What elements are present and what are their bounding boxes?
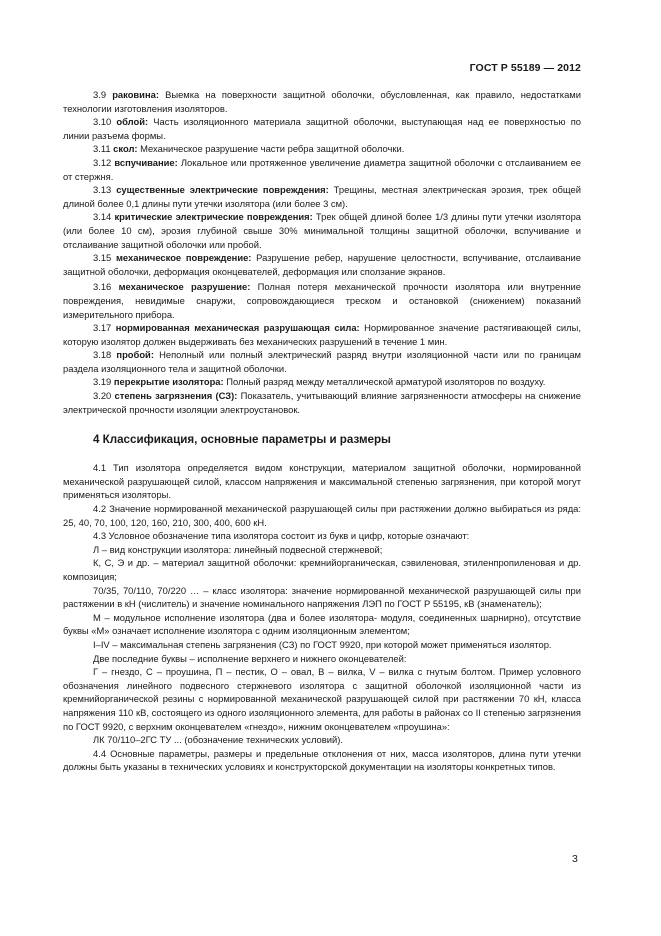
definition-item	[63, 251, 581, 278]
definition-term: механическое разрушение:	[118, 281, 251, 293]
page-number: 3	[572, 853, 578, 865]
definition-item	[63, 348, 581, 375]
definition-item	[63, 142, 581, 156]
definition-text: Полный разряд между металлической арматурой изоляторов по воздуху.	[223, 376, 546, 388]
body-paragraph: Две последние буквы – исполнение верхнего и нижнего оконцевателей:	[93, 652, 407, 664]
definition-item	[63, 183, 581, 210]
definition-text: Локальное или протяженное увеличение диаметра защитной оболочки с отслаиванием ее от стержня.	[63, 156, 581, 182]
definition-text: Неполный или полный электрический разряд внутри изоляционной части или по границам раздела изоляционного тела и защитной оболочки.	[63, 349, 581, 374]
definition-text: Нормированное значение растягивающей силы, которую изолятор должен выдерживать без механических разрушений в течение 1 мин.	[63, 322, 581, 347]
definition-term: облой:	[116, 116, 149, 128]
definition-term: нормированная механическая разрушающая сила:	[115, 322, 360, 334]
body-paragraph: ЛК 70/110–2ГС ТУ ... (обозначение технических условий).	[93, 734, 343, 746]
section-3-definitions	[63, 88, 581, 416]
definition-term: пробой:	[116, 349, 154, 361]
definition-item	[63, 115, 581, 142]
definition-number: 3.10	[93, 116, 112, 128]
definition-term: механическое повреждение:	[116, 252, 252, 264]
definition-term: критические электрические повреждения:	[114, 211, 313, 223]
definition-text: Полная потеря механической прочности изолятора или внутренние повреждения, невидимые снаружи, сопровождающиеся треском и остановкой (снижением) показаний измерительного прибора.	[63, 281, 581, 320]
definition-item	[63, 156, 581, 183]
body-paragraph: 70/35, 70/110, 70/220 … – класс изолятора: значение нормированной механической разрушающей силы при растяжении в кН (числитель) и значение номинального напряжения ЛЭП по ГОСТ Р 55195, кВ (знаменатель);	[63, 584, 581, 610]
definition-number: 3.11	[93, 143, 111, 155]
section-4-heading: 4 Классификация, основные параметры и размеры	[93, 433, 391, 447]
definition-term: перекрытие изолятора:	[113, 376, 224, 388]
definition-item	[63, 210, 581, 251]
definition-number: 3.14	[93, 211, 112, 223]
section-4-body	[63, 461, 581, 774]
definition-item	[63, 88, 581, 115]
definition-number: 3.12	[93, 156, 112, 168]
definition-text: Выемка на поверхности защитной оболочки, обусловленная, как правило, недостатками технологии изготовления изоляторов.	[63, 89, 581, 114]
definition-number: 3.18	[93, 349, 112, 361]
definition-number: 3.19	[93, 376, 112, 388]
body-paragraph: I–IV – максимальная степень загрязнения (СЗ) по ГОСТ 9920, при которой может применяться изолятор.	[93, 638, 552, 650]
definition-text: Трек общей длиной более 1/3 длины пути утечки изолятора (или более 10 см), эрозия глубиной свыше 30% минимальной толщины защитной оболочки, вспучивание и отслаивание защитной оболочки или пробой.	[63, 211, 582, 250]
definition-text: Разрушение ребер, нарушение целостности, вспучивание, отслаивание защитной оболочки, деформация оконцевателей, деформация или сползание экранов.	[63, 252, 581, 277]
definition-number: 3.9	[93, 89, 107, 100]
definition-text: Трещины, местная электрическая эрозия, трек общей длиной более 0,1 длины пути утечки изолятора (или более 3 см).	[63, 184, 581, 209]
document-header: ГОСТ Р 55189 — 2012	[469, 62, 581, 74]
body-paragraph: Л – вид конструкции изолятора: линейный подвесной стержневой;	[93, 543, 383, 555]
body-paragraph: М – модульное исполнение изолятора (два и более изолятора- модуля, соединенных шарнирно), отсутствие буквы «М» означает исполнение изолятора с одним изоляционным элементом;	[63, 611, 581, 637]
page-content	[63, 88, 581, 774]
definition-number: 3.13	[93, 184, 112, 196]
definition-number: 3.20	[93, 390, 112, 402]
definition-term: степень загрязнения (СЗ):	[114, 390, 238, 402]
body-paragraph: 4.3 Условное обозначение типа изолятора состоит из букв и цифр, которые означают:	[93, 530, 470, 542]
definition-text: Механическое разрушение части ребра защитной оболочки.	[137, 143, 405, 155]
body-paragraph: К, С, Э и др. – материал защитной оболочки: кремнийорганическая, сэвиленовая, этиленпропиленовая и др. композиция;	[63, 557, 581, 582]
definition-term: раковина:	[112, 89, 159, 100]
definition-term: вспучивание:	[114, 156, 178, 168]
definition-number: 3.15	[93, 252, 112, 264]
body-paragraph: Г – гнездо, С – проушина, П – пестик, О – овал, В – вилка, V – вилка с гнутым болтом. Пример условного обозначения линейного подвесного стержневого изолятора с защитной оболочкой изоляционной части из кремнийорганической резины с нормированной механической разрушающей силой при растяжении 70 кН, класса напряжения 110 кВ, состоящего из одного изоляционного элемента, для работы в районах со II степенью загрязнения по ГОСТ 9920, с верхним оконцевателем «гнездо», нижним оконцевателем «проушина»:	[63, 666, 581, 732]
definition-item	[63, 321, 581, 348]
body-paragraph: 4.1 Тип изолятора определяется видом конструкции, материалом защитной оболочки, нормированной механической разрушающей силой, классом напряжения и максимальной степенью загрязнения, при которой могут применяться изоляторы.	[63, 462, 581, 501]
definition-number: 3.17	[93, 322, 112, 334]
definition-term: существенные электрические повреждения:	[116, 184, 329, 196]
body-paragraph: 4.2 Значение нормированной механической разрушающей силы при растяжении должно выбираться из ряда: 25, 40, 70, 100, 120, 160, 210, 300, 400, 600 кН.	[63, 503, 581, 528]
body-paragraph: 4.4 Основные параметры, размеры и предельные отклонения от них, масса изоляторов, длина пути утечки должны быть указаны в технических условиях и конструкторской документации на изоляторы конкретных типов.	[63, 747, 581, 773]
definition-term: скол:	[113, 143, 138, 155]
definition-number: 3.16	[93, 281, 112, 293]
definition-text: Показатель, учитывающий влияние загрязненности атмосферы на снижение электрической прочности изоляции электроустановок.	[63, 390, 581, 415]
definition-item	[63, 389, 581, 416]
definition-item	[63, 375, 581, 389]
definition-item	[63, 280, 581, 321]
definition-text: Часть изоляционного материала защитной оболочки, выступающая над ее поверхностью по линии разъема формы.	[63, 116, 581, 141]
